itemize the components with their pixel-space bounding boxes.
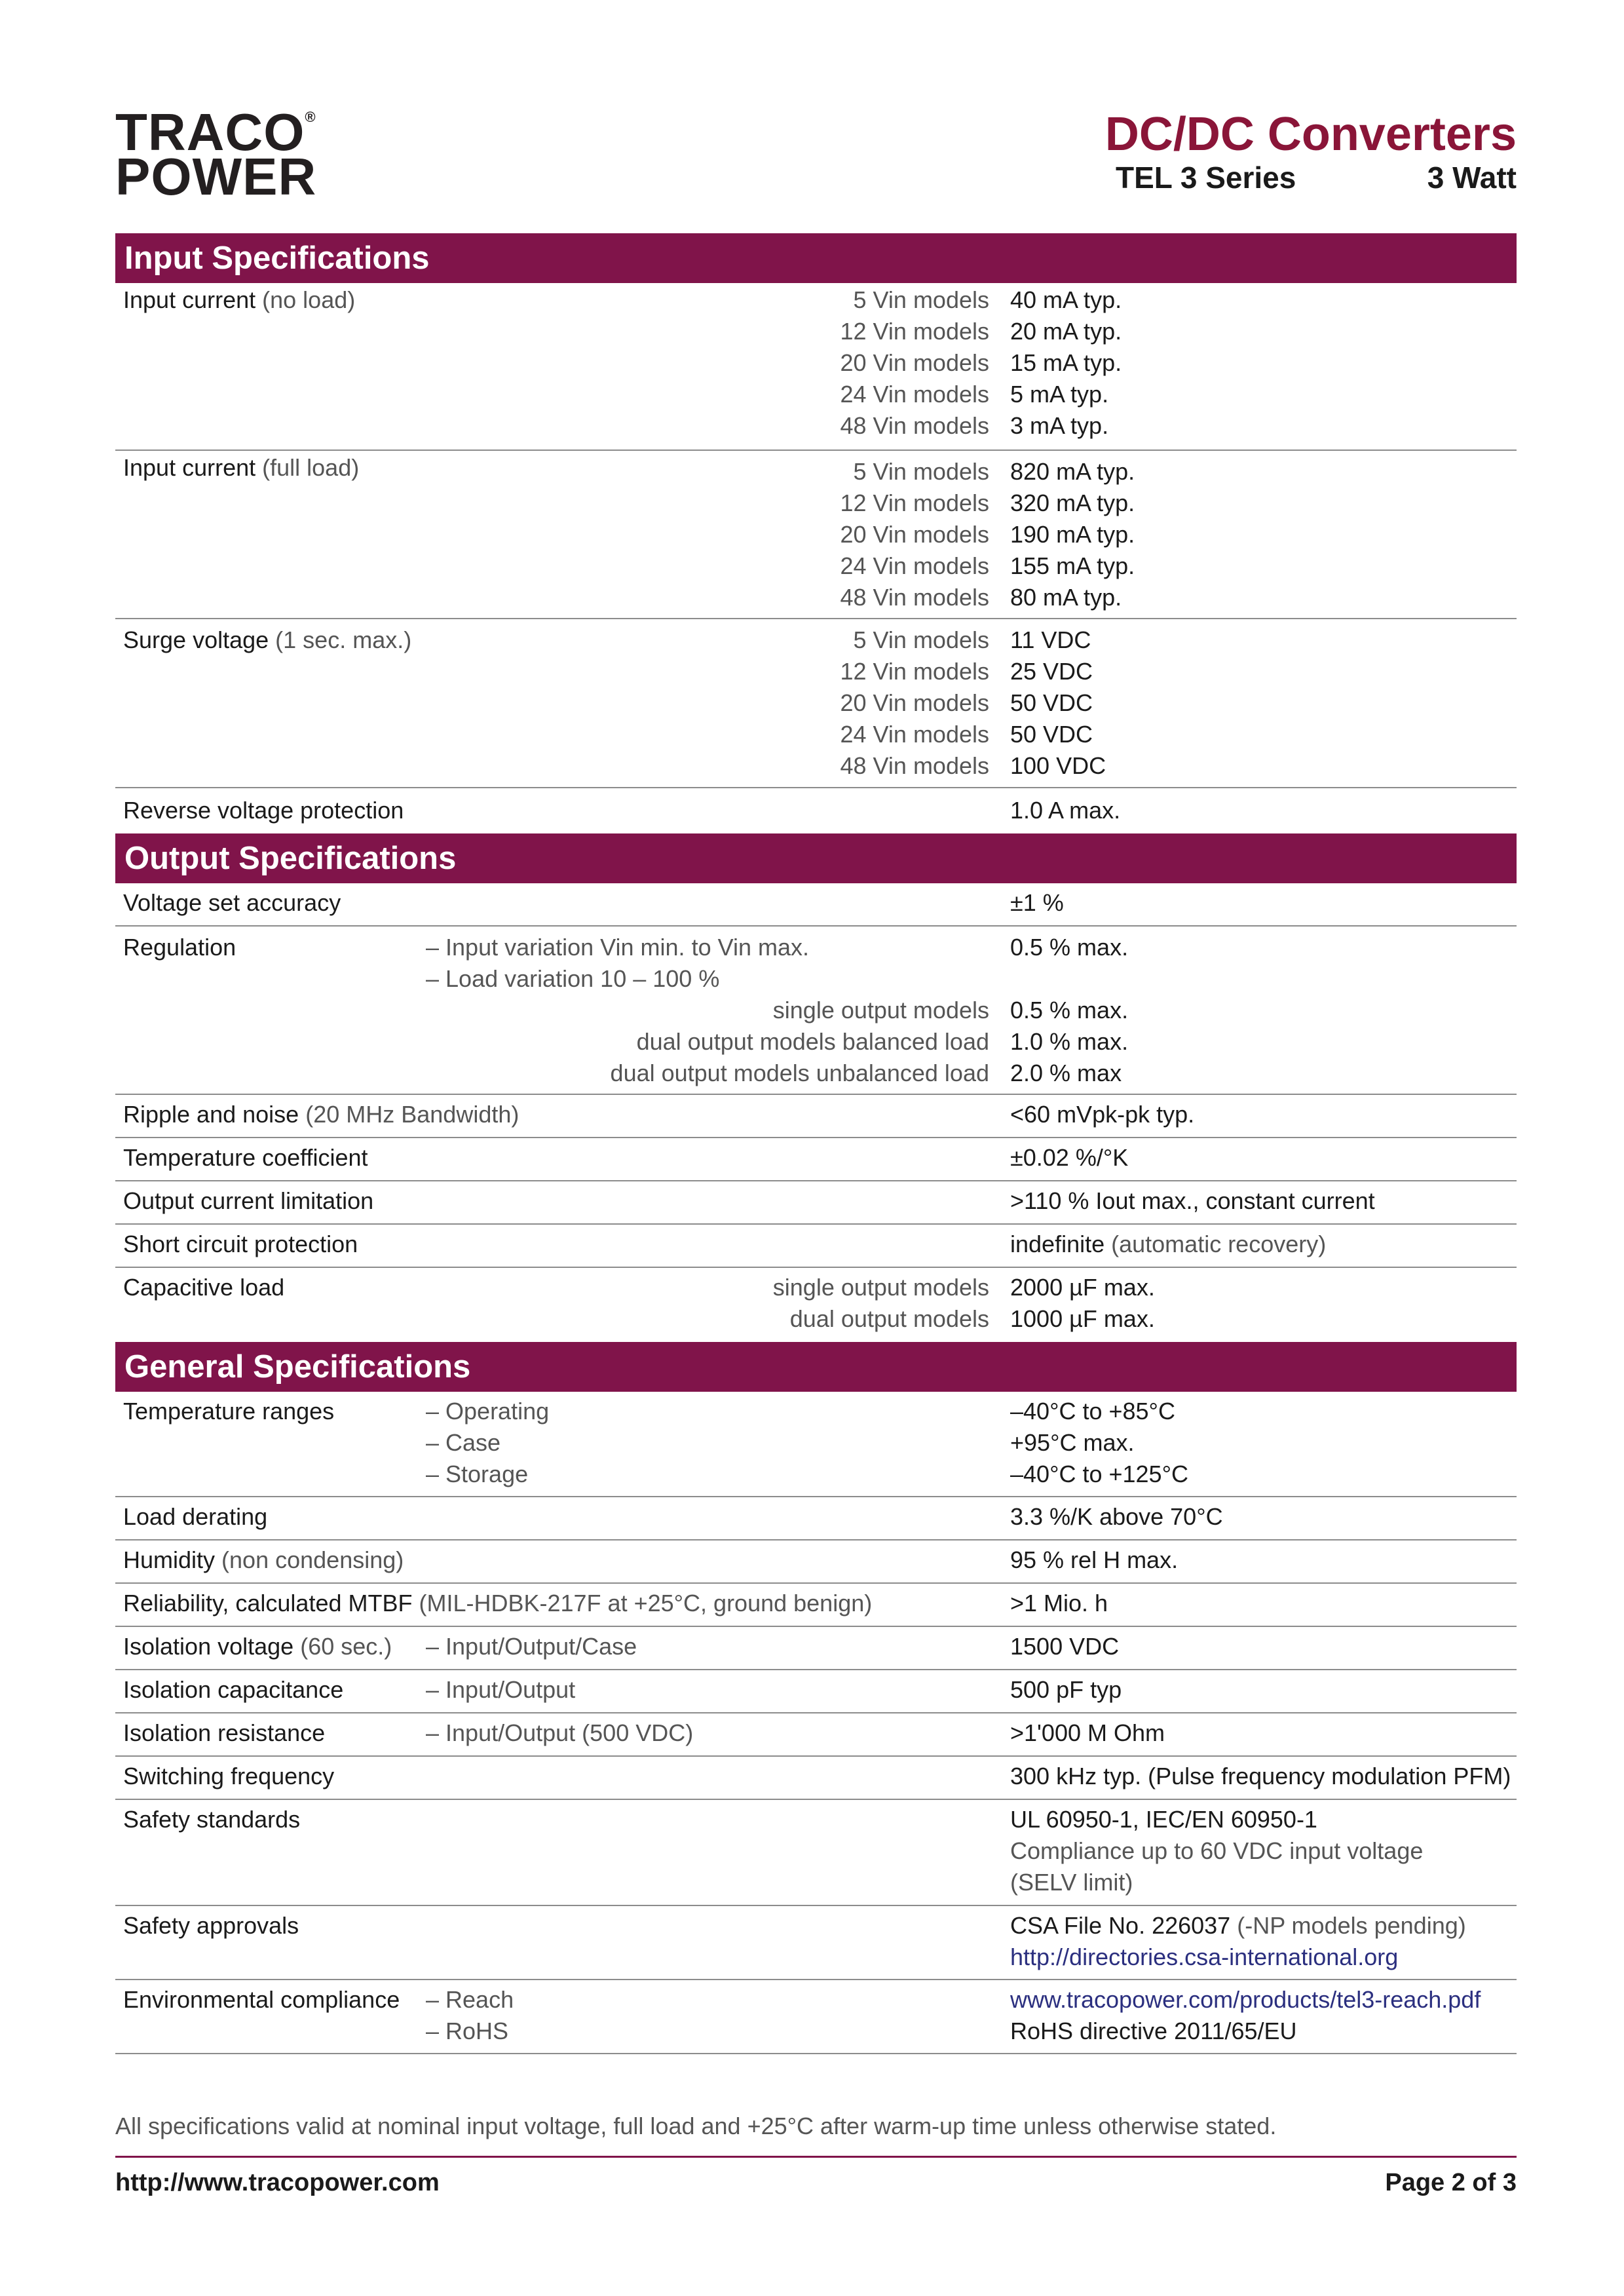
compliance-type: – Reach	[426, 1986, 514, 2013]
row-value: UL 60950-1, IEC/EN 60950-1	[1010, 1806, 1317, 1833]
model-item: 12 Vin models	[840, 658, 989, 685]
model-item: 48 Vin models	[840, 412, 989, 439]
row-label: Load derating	[123, 1503, 268, 1530]
row-value: >1'000 M Ohm	[1010, 1719, 1165, 1746]
row-label: Capacitive load	[123, 1274, 285, 1301]
model-item: 12 Vin models	[840, 489, 989, 516]
mtbf-row	[115, 1584, 1517, 1627]
input-current-fullload-row	[115, 451, 1517, 619]
model-item: 5 Vin models	[853, 286, 989, 313]
row-label: Safety standards	[123, 1806, 301, 1833]
row-label: Temperature coefficient	[123, 1144, 368, 1171]
row-label: Input current (full load)	[123, 454, 360, 481]
row-label: Humidity (non condensing)	[123, 1546, 404, 1573]
model-item: 24 Vin models	[840, 721, 989, 748]
value-item: 40 mA typ.	[1010, 286, 1122, 313]
isolation-voltage-row	[115, 1627, 1517, 1670]
value-item: 50 VDC	[1010, 689, 1093, 716]
row-label: Short circuit protection	[123, 1231, 358, 1257]
csa-directory-link[interactable]: http://directories.csa-international.org	[1010, 1943, 1399, 1970]
row-label: Surge voltage (1 sec. max.)	[123, 626, 412, 653]
safety-standards-row	[115, 1800, 1517, 1906]
row-label: Reverse voltage protection	[123, 797, 404, 824]
value-item: 2000 µF max.	[1010, 1274, 1155, 1301]
temp-type: – Storage	[426, 1461, 529, 1487]
row-value: 1500 VDC	[1010, 1633, 1120, 1660]
value-item: 25 VDC	[1010, 658, 1093, 685]
row-value: 95 % rel H max.	[1010, 1546, 1179, 1573]
model-list	[773, 1272, 989, 1335]
website-link[interactable]: http://www.tracopower.com	[115, 2169, 440, 2196]
traco-power-logo	[115, 103, 317, 206]
value-list	[1010, 1272, 1155, 1335]
model-list	[840, 456, 989, 613]
rohs-value: RoHS directive 2011/65/EU	[1010, 2018, 1297, 2044]
model-item: dual output models	[789, 1305, 989, 1332]
model-item: 24 Vin models	[840, 552, 989, 579]
model-item: single output models	[772, 1274, 989, 1301]
row-label: Isolation capacitance	[123, 1676, 344, 1703]
temperature-ranges-row	[115, 1392, 1517, 1497]
row-note: (SELV limit)	[1010, 1869, 1133, 1896]
row-label: Isolation resistance	[123, 1719, 326, 1746]
model-item: 48 Vin models	[840, 584, 989, 611]
row-sub: – Input/Output	[426, 1676, 576, 1703]
value-item: 320 mA typ.	[1010, 489, 1135, 516]
humidity-row	[115, 1540, 1517, 1584]
row-label: Environmental compliance	[123, 1986, 400, 2013]
compliance-types	[426, 1984, 514, 2047]
model-list	[840, 284, 989, 442]
document-title: DC/DC Converters	[1105, 108, 1517, 161]
isolation-resistance-row	[115, 1713, 1517, 1757]
model-item: 24 Vin models	[840, 381, 989, 408]
model-item: 12 Vin models	[840, 318, 989, 345]
value-item: 50 VDC	[1010, 721, 1093, 748]
series-name: TEL 3 Series	[1116, 161, 1296, 195]
load-derating-row	[115, 1497, 1517, 1540]
value-item: –40°C to +85°C	[1010, 1398, 1175, 1425]
value-item: 80 mA typ.	[1010, 584, 1122, 611]
value-item: 100 VDC	[1010, 752, 1106, 779]
row-label: Reliability, calculated MTBF (MIL-HDBK-217F at +25°C, ground benign)	[123, 1590, 873, 1617]
value-item: 190 mA typ.	[1010, 521, 1135, 548]
row-value: 3.3 %/K above 70°C	[1010, 1503, 1223, 1530]
voltage-set-accuracy-row	[115, 883, 1517, 927]
value-item: 15 mA typ.	[1010, 349, 1122, 376]
temp-type: – Case	[426, 1429, 501, 1456]
row-value: >1 Mio. h	[1010, 1590, 1108, 1617]
row-label: Isolation voltage (60 sec.)	[123, 1633, 392, 1660]
row-label: Voltage set accuracy	[123, 889, 341, 916]
reach-pdf-link[interactable]: www.tracopower.com/products/tel3-reach.pdf	[1010, 1986, 1481, 2013]
compliance-type: – RoHS	[426, 2018, 509, 2044]
model-item: 5 Vin models	[853, 626, 989, 653]
row-value: >110 % Iout max., constant current	[1010, 1187, 1375, 1214]
regulation-row	[115, 927, 1517, 1095]
load-variation: – Load variation 10 – 100 %	[426, 965, 720, 992]
row-value: ±0.02 %/°K	[1010, 1144, 1129, 1171]
model-item: dual output models unbalanced load	[610, 1060, 989, 1086]
short-circuit-row	[115, 1225, 1517, 1268]
model-list	[840, 624, 989, 782]
input-specifications-header: Input Specifications	[115, 233, 1517, 283]
output-specifications-header: Output Specifications	[115, 833, 1517, 883]
value-list	[1010, 456, 1135, 613]
model-item: 20 Vin models	[840, 349, 989, 376]
value-item: 155 mA typ.	[1010, 552, 1135, 579]
model-item: 20 Vin models	[840, 689, 989, 716]
row-value: CSA File No. 226037 (-NP models pending)	[1010, 1912, 1466, 1939]
capacitive-load-row	[115, 1268, 1517, 1342]
switching-frequency-row	[115, 1757, 1517, 1800]
row-note: Compliance up to 60 VDC input voltage	[1010, 1837, 1424, 1864]
value-item: 1000 µF max.	[1010, 1305, 1155, 1332]
value-list	[1010, 1396, 1188, 1490]
row-value: 300 kHz typ. (Pulse frequency modulation PFM)	[1010, 1763, 1511, 1789]
ripple-noise-row	[115, 1095, 1517, 1138]
value-item: 11 VDC	[1010, 626, 1091, 653]
page-number: Page 2 of 3	[1385, 2169, 1517, 2196]
general-specifications-header: General Specifications	[115, 1342, 1517, 1392]
model-item: single output models	[772, 997, 989, 1024]
environmental-compliance-row	[115, 1980, 1517, 2054]
logo-line-1: TRACO	[115, 103, 305, 161]
model-item: dual output models balanced load	[636, 1028, 989, 1055]
row-value: ±1 %	[1010, 889, 1064, 916]
row-sub: – Input/Output (500 VDC)	[426, 1719, 694, 1746]
value-item: 1.0 % max.	[1010, 1028, 1129, 1055]
specifications-footnote: All specifications valid at nominal input voltage, full load and +25°C after warm-up time unless otherwise stated.	[115, 2113, 1277, 2139]
input-variation: – Input variation Vin min. to Vin max.	[426, 934, 809, 961]
model-list	[611, 995, 989, 1089]
row-value: 1.0 A max.	[1010, 797, 1121, 824]
model-item: 48 Vin models	[840, 752, 989, 779]
output-current-limitation-row	[115, 1181, 1517, 1225]
input-current-noload-row	[115, 283, 1517, 451]
value-item: 5 mA typ.	[1010, 381, 1109, 408]
value-item: 3 mA typ.	[1010, 412, 1109, 439]
regulation-variations	[426, 932, 809, 995]
isolation-capacitance-row	[115, 1670, 1517, 1713]
input-variation-value: 0.5 % max.	[1010, 934, 1129, 961]
value-item: +95°C max.	[1010, 1429, 1135, 1456]
temp-type: – Operating	[426, 1398, 550, 1425]
value-item: 2.0 % max	[1010, 1060, 1122, 1086]
row-label: Temperature ranges	[123, 1398, 335, 1425]
temperature-coefficient-row	[115, 1138, 1517, 1181]
row-label: Output current limitation	[123, 1187, 374, 1214]
row-label: Switching frequency	[123, 1763, 335, 1789]
temperature-types	[426, 1396, 549, 1490]
row-value: indefinite (automatic recovery)	[1010, 1231, 1327, 1257]
reverse-voltage-row	[115, 788, 1517, 833]
model-item: 5 Vin models	[853, 458, 989, 485]
value-item: –40°C to +125°C	[1010, 1461, 1188, 1487]
value-item: 0.5 % max.	[1010, 997, 1129, 1024]
power-rating: 3 Watt	[1427, 161, 1517, 195]
row-sub: – Input/Output/Case	[426, 1633, 637, 1660]
row-label: Regulation	[123, 934, 236, 961]
value-list	[1010, 995, 1128, 1089]
row-value: <60 mVpk-pk typ.	[1010, 1101, 1195, 1128]
value-item: 820 mA typ.	[1010, 458, 1135, 485]
value-list	[1010, 284, 1122, 442]
row-label: Input current (no load)	[123, 286, 356, 313]
footer-divider	[115, 2156, 1517, 2158]
row-value: 500 pF typ	[1010, 1676, 1122, 1703]
logo-line-2: POWER	[115, 147, 317, 206]
logo-registered-mark: ®	[305, 109, 316, 125]
surge-voltage-row	[115, 619, 1517, 788]
row-label: Ripple and noise (20 MHz Bandwidth)	[123, 1101, 519, 1128]
row-label: Safety approvals	[123, 1912, 299, 1939]
value-item: 20 mA typ.	[1010, 318, 1122, 345]
value-list	[1010, 624, 1106, 782]
safety-approvals-row	[115, 1906, 1517, 1980]
model-item: 20 Vin models	[840, 521, 989, 548]
